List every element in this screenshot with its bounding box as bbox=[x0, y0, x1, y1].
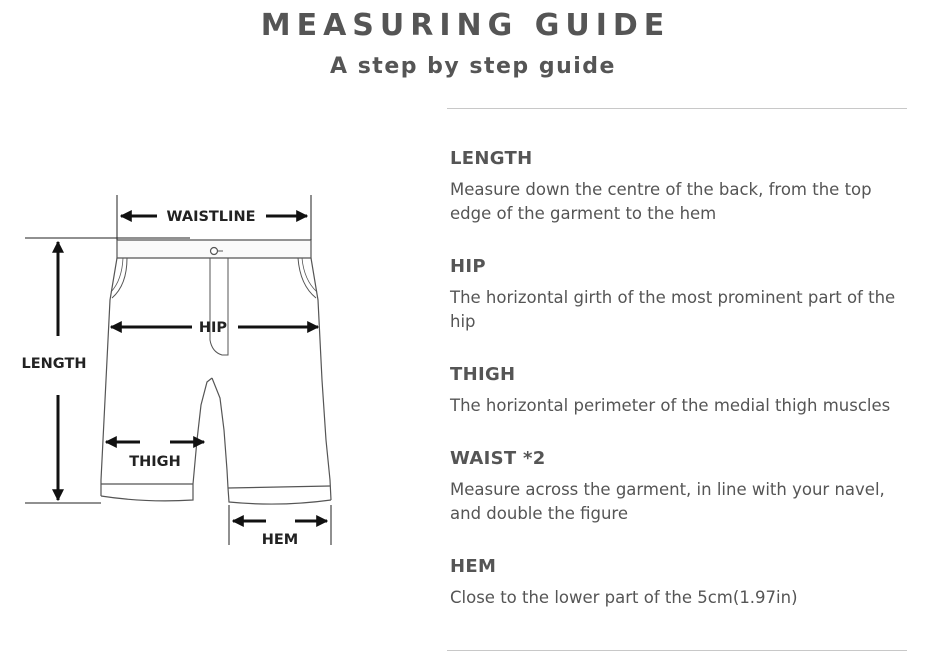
section-hem bbox=[450, 556, 910, 610]
shorts-measurement-diagram bbox=[0, 0, 440, 560]
section-description: The horizontal perimeter of the medial thigh muscles bbox=[450, 396, 891, 415]
section-hip bbox=[450, 256, 910, 334]
top-divider bbox=[447, 108, 907, 109]
section-title: THIGH bbox=[450, 364, 516, 385]
length-label: LENGTH bbox=[21, 356, 87, 372]
section-title: HEM bbox=[450, 556, 497, 577]
section-description: The horizontal girth of the most prominent part of the hip bbox=[450, 288, 896, 331]
waistline-label: WAISTLINE bbox=[166, 209, 256, 225]
section-thigh bbox=[450, 364, 910, 418]
bottom-divider bbox=[447, 650, 907, 651]
hem-label: HEM bbox=[261, 532, 299, 548]
section-waist bbox=[450, 448, 910, 526]
section-title: HIP bbox=[450, 256, 486, 277]
page-subtitle: A step by step guide bbox=[330, 54, 616, 79]
section-title: WAIST *2 bbox=[450, 448, 546, 469]
section-description: Measure down the centre of the back, from the top edge of the garment to the hem bbox=[450, 180, 872, 223]
hip-label: HIP bbox=[198, 320, 228, 336]
section-description: Measure across the garment, in line with your navel, and double the figure bbox=[450, 480, 885, 523]
section-title: LENGTH bbox=[450, 148, 533, 169]
section-description: Close to the lower part of the 5cm(1.97in) bbox=[450, 588, 798, 607]
section-length bbox=[450, 148, 910, 226]
thigh-label: THIGH bbox=[129, 454, 181, 470]
page-title: MEASURING GUIDE bbox=[260, 8, 671, 43]
